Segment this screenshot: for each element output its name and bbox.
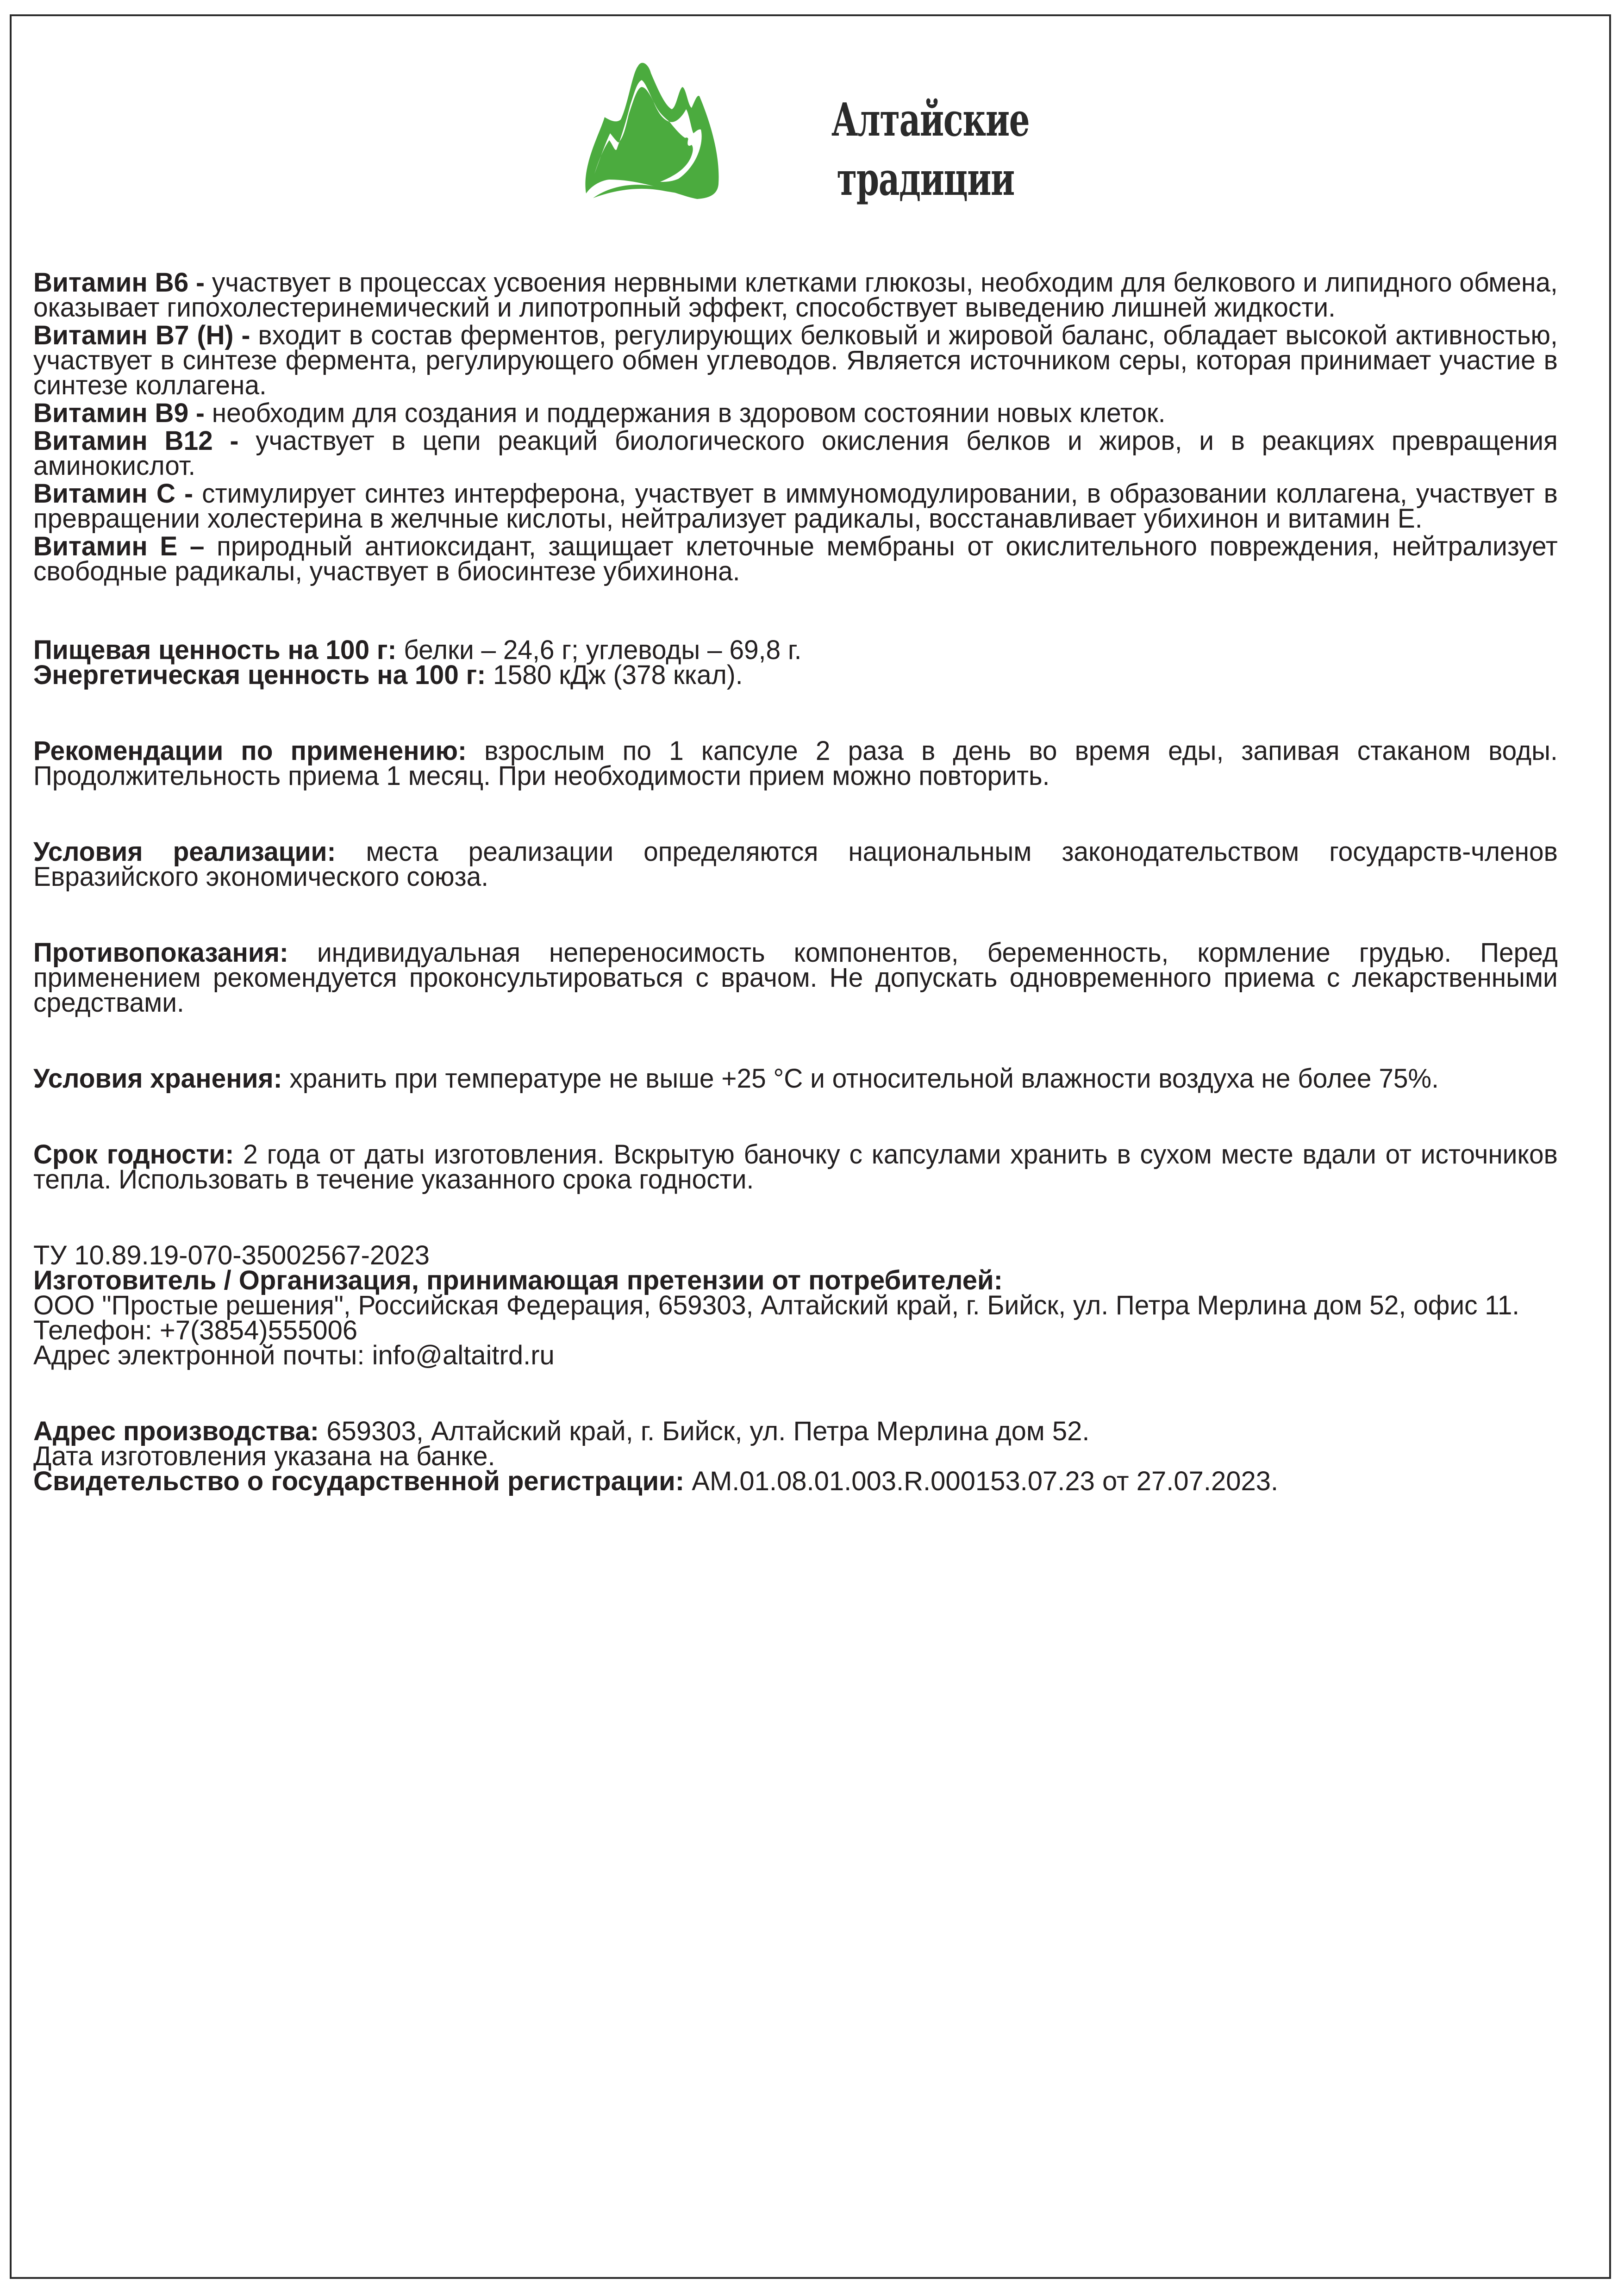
section-label: Срок годности: — [33, 1139, 234, 1170]
section-value: 659303, Алтайский край, г. Бийск, ул. Петра Мерлина дом 52. — [319, 1416, 1090, 1446]
vitamin-b9-paragraph — [33, 398, 1558, 428]
spacer — [33, 688, 1589, 739]
technical-spec: ТУ 10.89.19-070-35002567-2023 — [33, 1240, 430, 1270]
section-label: Изготовитель / Организация, принимающая претензии от потребителей: — [33, 1265, 1003, 1295]
registration-certificate — [33, 1466, 1589, 1496]
vitamin-b12-paragraph — [33, 426, 1558, 481]
spacer — [33, 789, 1589, 840]
contraindications — [33, 938, 1558, 1018]
brand-logo — [572, 55, 1035, 206]
spacer — [33, 1091, 1589, 1142]
section-label: Пищевая ценность на 100 г: — [33, 635, 397, 665]
nutrition-value — [33, 635, 1558, 665]
spacer — [33, 890, 1589, 940]
section-value: АМ.01.08.01.003.R.000153.07.23 от 27.07.2023. — [684, 1466, 1279, 1496]
vitamin-name: Витамин В12 - — [33, 426, 239, 456]
section-value: индивидуальная непереносимость компонентов, беременность, кормление грудью. Перед применением рекомендуется проконсультироваться с врачом. Не допускать одновременного приема с лекарственными средствами. — [33, 938, 1558, 1018]
vitamin-description: природный антиоксидант, защищает клеточные мембраны от окислительного повреждения, нейтрализует свободные радикалы, участвует в биосинтезе убихинона. — [33, 531, 1558, 586]
spacer — [33, 587, 1589, 638]
mountain-wave-logo-icon — [572, 55, 831, 203]
vitamin-c-paragraph — [33, 479, 1558, 534]
storage-conditions — [33, 1064, 1558, 1094]
energy-value — [33, 660, 1558, 690]
section-label: Свидетельство о государственной регистрации: — [33, 1466, 685, 1496]
vitamin-b6-paragraph — [33, 268, 1558, 323]
brand-name-line1: Алтайские — [831, 93, 1030, 147]
section-label: Рекомендации по применению: — [33, 736, 467, 766]
section-value: места реализации определяются национальным законодательством государств-членов Евразийского экономического союза. — [33, 837, 1558, 892]
production-address — [33, 1416, 1589, 1446]
vitamin-description: участвует в цепи реакций биологического окисления белков и жиров, и в реакциях превращения аминокислот. — [33, 426, 1558, 481]
label-text — [33, 270, 1589, 1494]
manufacturer-email[interactable]: Адрес электронной почты: info@altaitrd.ru — [33, 1340, 555, 1370]
vitamin-e-paragraph — [33, 531, 1558, 586]
usage-recommendations — [33, 736, 1558, 791]
vitamin-description: стимулирует синтез интерферона, участвует в иммуномодулировании, в образовании коллагена, участвует в превращении холестерина в желчные кислоты, нейтрализует радикалы, восстанавливает убихинон и витамин Е. — [33, 479, 1558, 534]
vitamin-description: участвует в процессах усвоения нервными клетками глюкозы, необходим для белкового и липидного обмена, оказывает гипохолестеринемический и липотропный эффект, способствует выведению лишней жидкости. — [33, 268, 1558, 323]
brand-name — [831, 91, 1029, 209]
vitamin-description: входит в состав ферментов, регулирующих белковый и жировой баланс, обладает высокой активностью, участвует в синтезе фермента, регулирующего обмен углеводов. Является источником серы, которая принимает участие в синтезе коллагена. — [33, 320, 1558, 400]
vitamin-b7-paragraph — [33, 320, 1558, 400]
brand-name-line2: традиции — [837, 153, 1014, 206]
section-label: Условия реализации: — [33, 837, 336, 867]
manufacturer-address: ООО "Простые решения", Российская Федерация, 659303, Алтайский край, г. Бийск, ул. Петра Мерлина дом 52, офис 11. — [33, 1290, 1520, 1320]
manufacturer-phone[interactable]: Телефон: +7(3854)555006 — [33, 1315, 358, 1345]
shelf-life — [33, 1139, 1558, 1195]
section-label: Энергетическая ценность на 100 г: — [33, 660, 486, 690]
section-value: хранить при температуре не выше +25 °С и относительной влажности воздуха не более 75%. — [282, 1064, 1439, 1094]
vitamin-name: Витамин В7 (Н) - — [33, 320, 250, 350]
manufacturer-heading — [33, 1265, 1589, 1295]
spacer — [33, 1368, 1589, 1419]
spacer — [33, 1015, 1589, 1066]
section-value: белки – 24,6 г; углеводы – 69,8 г. — [396, 635, 802, 665]
section-value: 2 года от даты изготовления. Вскрытую баночку с капсулами хранить в сухом месте вдали от источников тепла. Использовать в течение указанного срока годности. — [33, 1139, 1558, 1195]
vitamin-name: Витамин С - — [33, 479, 194, 509]
section-label: Условия хранения: — [33, 1064, 282, 1094]
spacer — [33, 1192, 1589, 1243]
vitamin-name: Витамин В9 - — [33, 398, 205, 428]
section-value: 1580 кДж (378 ккал). — [486, 660, 743, 690]
vitamin-name: Витамин Е – — [33, 531, 205, 561]
section-label: Противопоказания: — [33, 938, 288, 968]
sale-conditions — [33, 837, 1558, 892]
section-value: взрослым по 1 капсуле 2 раза в день во время еды, запивая стаканом воды. Продолжительность приема 1 месяц. При необходимости прием можно повторить. — [33, 736, 1558, 791]
vitamin-description: необходим для создания и поддержания в здоровом состоянии новых клеток. — [204, 398, 1166, 428]
vitamin-name: Витамин В6 - — [33, 268, 205, 298]
section-label: Адрес производства: — [33, 1416, 319, 1446]
production-date-note: Дата изготовления указана на банке. — [33, 1441, 495, 1471]
